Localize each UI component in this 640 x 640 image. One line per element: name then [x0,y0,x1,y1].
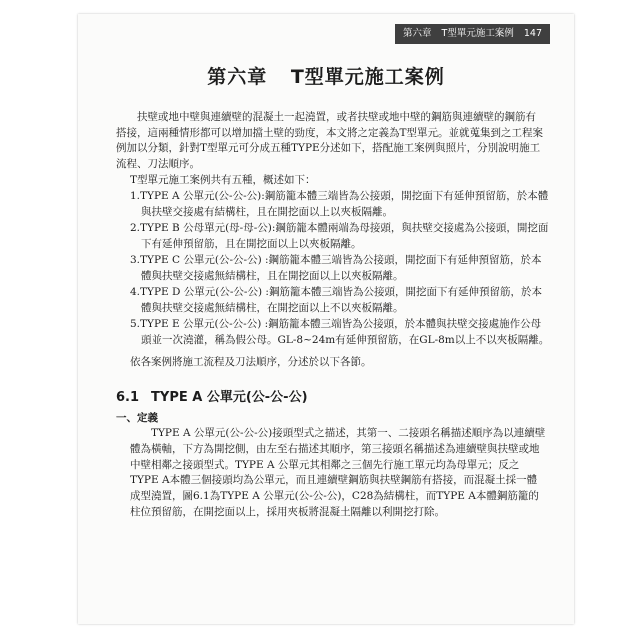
definition-paragraph: TYPE A 公單元(公-公-公)接頭型式之描述，其第一、二接頭名稱描述順序為以連續壁體為橫軸，下方為開挖側，由左至右描述其順序，第三接頭名稱描述為連續壁與扶壁或地中壁相鄰之接頭型式。TYPE A 公單元其相鄰之三個先行施工單元均為母單元；反之TYPE A本體三個接頭均為公單元，而且連續壁鋼筋與扶壁鋼筋有搭接，而混凝土採一體成型澆置，圖6.1為TYPE A 公單元(公-公-公)，C28為結構柱，而TYPE A本體鋼筋籠的柱位預留筋，在開挖面以上，採用夾板將混凝土隔離以利開挖打除。 [130,427,546,518]
closing-line: 依各案例將施工流程及刀法順序，分述於以下各節。 [130,356,372,368]
section-number: 6.1 [116,390,140,405]
type-list-item: 5.TYPE E 公單元(公-公-公) :鋼筋籠本體三端皆為公接頭，於本體與扶壁交接處施作公母頭並一次澆灌，稱為假公母。GL-8~24m有延伸預留筋，在GL-8m以上不以夾板隔離。 [130,318,550,346]
header-page-number: 147 [523,28,542,39]
type-list [130,188,550,348]
type-list-item: 2.TYPE B 公母單元(母-母-公):鋼筋籠本體兩端為母接頭，與扶壁交接處為公接頭，開挖面下有延伸預留筋，且在開挖面以上以夾板隔離。 [130,222,549,250]
type-list-item: 3.TYPE C 公單元(公-公-公) :鋼筋籠本體三端皆為公接頭，開挖面下有延伸預留筋，於本體與扶壁交接處無結構柱，且在開挖面以上以夾板隔離。 [130,254,542,282]
running-header [395,24,550,44]
type-list-item: 1.TYPE A 公單元(公-公-公):鋼筋籠本體三端皆為公接頭，開挖面下有延伸預留筋，於本體與扶壁交接處有結構柱，且在開挖面以上以夾板隔離。 [130,190,549,218]
section-title: TYPE A 公單元(公-公-公) [151,390,308,405]
header-chapter: 第六章 [402,28,432,39]
subsection-heading: 一、定義 [116,412,158,424]
type-list-item: 4.TYPE D 公單元(公-公-公) :鋼筋籠本體三端皆為公接頭，開挖面下有延伸預留筋，於本體與扶壁交接處無結構柱，在開挖面以上不以夾板隔離。 [130,286,542,314]
section-heading [116,386,320,405]
chapter-title [78,62,574,89]
book-page [78,14,574,624]
chapter-name: T型單元施工案例 [290,66,445,88]
chapter-number: 第六章 [207,66,268,88]
intro-paragraph: 扶壁或地中壁與連續壁的混凝土一起澆置，或者扶壁或地中壁的鋼筋與連續壁的鋼筋有搭接，這兩種情形都可以增加擋土壁的勁度，本文將之定義為T型單元。並就蒐集到之工程案例加以分類，針對T型單元可分成五種TYPE分述如下，搭配施工案例與照片，分別說明施工流程、刀法順序。 [116,111,544,170]
overview-line: T型單元施工案例共有五種，概述如下： [130,174,316,186]
header-title: T型單元施工案例 [441,28,514,39]
